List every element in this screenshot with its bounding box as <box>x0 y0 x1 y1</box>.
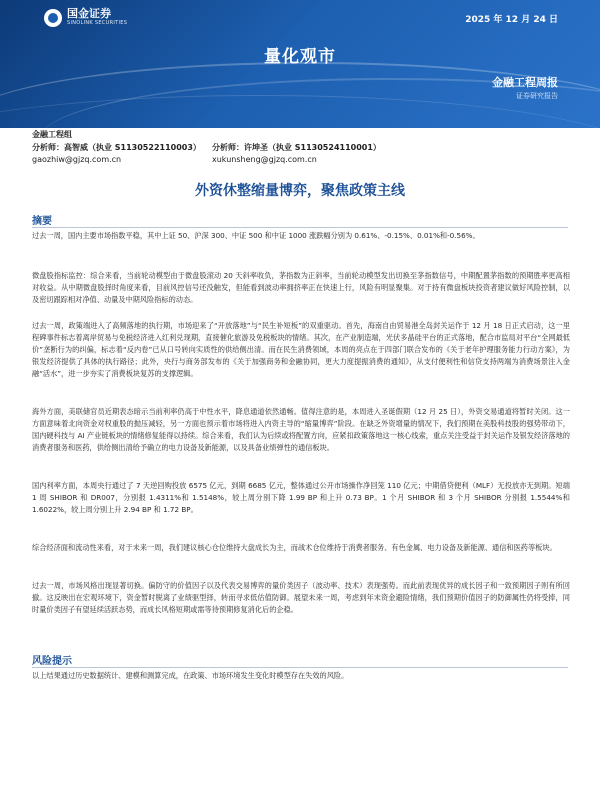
summary-paragraph: 过去一周，市场风格出现显著切换。偏防守的价值因子以及代表交易博弈的量价类因子（波动率、技术）表现强势。而此前表现优异的成长因子和一致预期因子则有所回撤。这反映出在宏观环境下，资金暂时脱离了业绩驱型择，转而寻求低估值防御。展望未来一周，考虑到年末资金避险情绪，我们预期价值因子的防御属性仍将受捧，同时量价类因子有望延续活跃态势，而成长风格短期或需等待预期修复消化后的企稳。 <box>32 581 570 615</box>
header-banner <box>0 0 600 128</box>
report-title: 量化观市 <box>264 47 336 67</box>
brand-name-cn: 国金证券 <box>67 7 111 20</box>
author-block <box>32 129 392 167</box>
team-name: 金融工程组 <box>32 130 72 139</box>
summary-paragraph: 微盘股指标监控：综合来看，当前轮动模型由于微盘股滚动 20 天斜率收负，茅指数为正斜率，当前轮动模型发出切换至茅指数信号，中期配置茅指数的预期胜率更高相对收益。从中期微盘股择时角度来看，目前风控信号还没触发，但能看到波动率拥挤率正在快速上行，风险有明显聚集。对于持有微盘板块投资者建议做好风险控制，以及密切跟踪相对净值、动量及中期风险指标的动态。 <box>32 271 570 305</box>
report-type: 金融工程周报 <box>492 76 558 89</box>
summary-paragraph: 国内利率方面，本周央行通过了 7 天逆回购投放 6575 亿元，到期 6685 亿元，整体通过公开市场操作净回笼 110 亿元；中期借贷便利（MLF）无投放亦无到期。短端 1 周 SHIBOR 和 DR007，分别报 1.4311%和 1.5148%，较上周分别下降 1.99 BP 和上升 0.73 BP。1 个月 SHIBOR 和 3 个月 SHIBOR 分别报 1.5544%和 1.6022%，较上周分别上升 2.94 BP 和 1.72 BP。 <box>32 481 570 515</box>
brand-logo <box>44 8 127 27</box>
document-headline: 外资休整缩量博弈，聚焦政策主线 <box>195 183 405 199</box>
summary-paragraph: 过去一周，国内主要市场指数平稳，其中上证 50、沪深 300、中证 500 和中证 1000 涨跌幅分别为 0.61%、-0.15%、0.01%和-0.56%。 <box>32 231 480 240</box>
section-divider <box>32 227 568 228</box>
report-date: 2025 年 12 月 24 日 <box>465 15 558 25</box>
analyst-2: 分析师：许坤圣（执业 S1130524110001） <box>212 142 381 152</box>
brand-logo-icon <box>44 9 62 27</box>
risk-text: 以上结果通过历史数据统计、建模和测算完成，在政策、市场环境发生变化时模型存在失效的风险。 <box>32 671 349 680</box>
analyst-2-email[interactable]: xukunsheng@gjzq.com.cn <box>212 155 317 164</box>
section-divider <box>32 667 568 668</box>
brand-name-en: SINOLINK SECURITIES <box>67 20 128 26</box>
summary-heading: 摘要 <box>32 216 52 227</box>
summary-paragraph: 综合经济面和流动性来看，对于未来一周，我们建议核心仓位维持大盘成长为主，而战术仓位维持于消费者服务、有色金属、电力设备及新能源、通信和医药等板块。 <box>32 543 557 552</box>
analyst-1-email[interactable]: gaozhiw@gjzq.com.cn <box>32 155 122 164</box>
report-subtype: 证券研究报告 <box>516 92 558 100</box>
analyst-1: 分析师：高智威（执业 S1130522110003） <box>32 142 201 152</box>
summary-paragraph: 海外方面，美联储官员近期表态暗示当前利率仍高于中性水平，降息通道依然通畅。值得注意的是，本周进入圣诞假期（12 月 25 日），外资交易通道将暂时关闭。这一方面意味着北向资金对权重股的抛压减轻，另一方面也预示着市场将进入内资主导的“缩量博弈”阶段。在缺乏外资增量的情况下，我们预期在美股科技股的强势带动下，国内硬科技与 AI 产业链板块的情绪修复能得以持续。综合来看，我们认为后续或将配置方向，应紧扣政策落地这一核心线索，重点关注受益于封关运作及银发经济落地的消费者服务和医药，供给侧出清给予确立的电力设备及新能源，以及具备业绩弹性的通信板块。 <box>32 407 570 453</box>
risk-heading: 风险提示 <box>32 656 72 667</box>
summary-paragraph: 过去一周，政策端进入了高频落地的执行期，市场迎来了“开放落地”与“民生补短板”的双重驱动。首先，海南自由贸易港全岛封关运作于 12 月 18 日正式启动，这一里程碑事件标志着离岸贸易与免税经济进入红利兑现期，直接催化旅游及免税板块的情绪。其次，在产业制造端，光伏多晶硅平台的正式落地，配合市监局对平台“全网最低价”垄断行为的纠偏，标志着“反内卷”已从口号转向实质性的供给侧出清。而在民生消费领域，本周的亮点在于四部门联合发布的《关于老年护理服务能力行动方案》，为银发经济提供了具体的执行路径；此外，央行与商务部发布的《关于加强商务和金融协同，更大力度提振消费的通知》，从支付便利性和信贷支持两端为消费场景注入金融“活水”，进一步夯实了消费板块复苏的支撑逻辑。 <box>32 321 570 379</box>
